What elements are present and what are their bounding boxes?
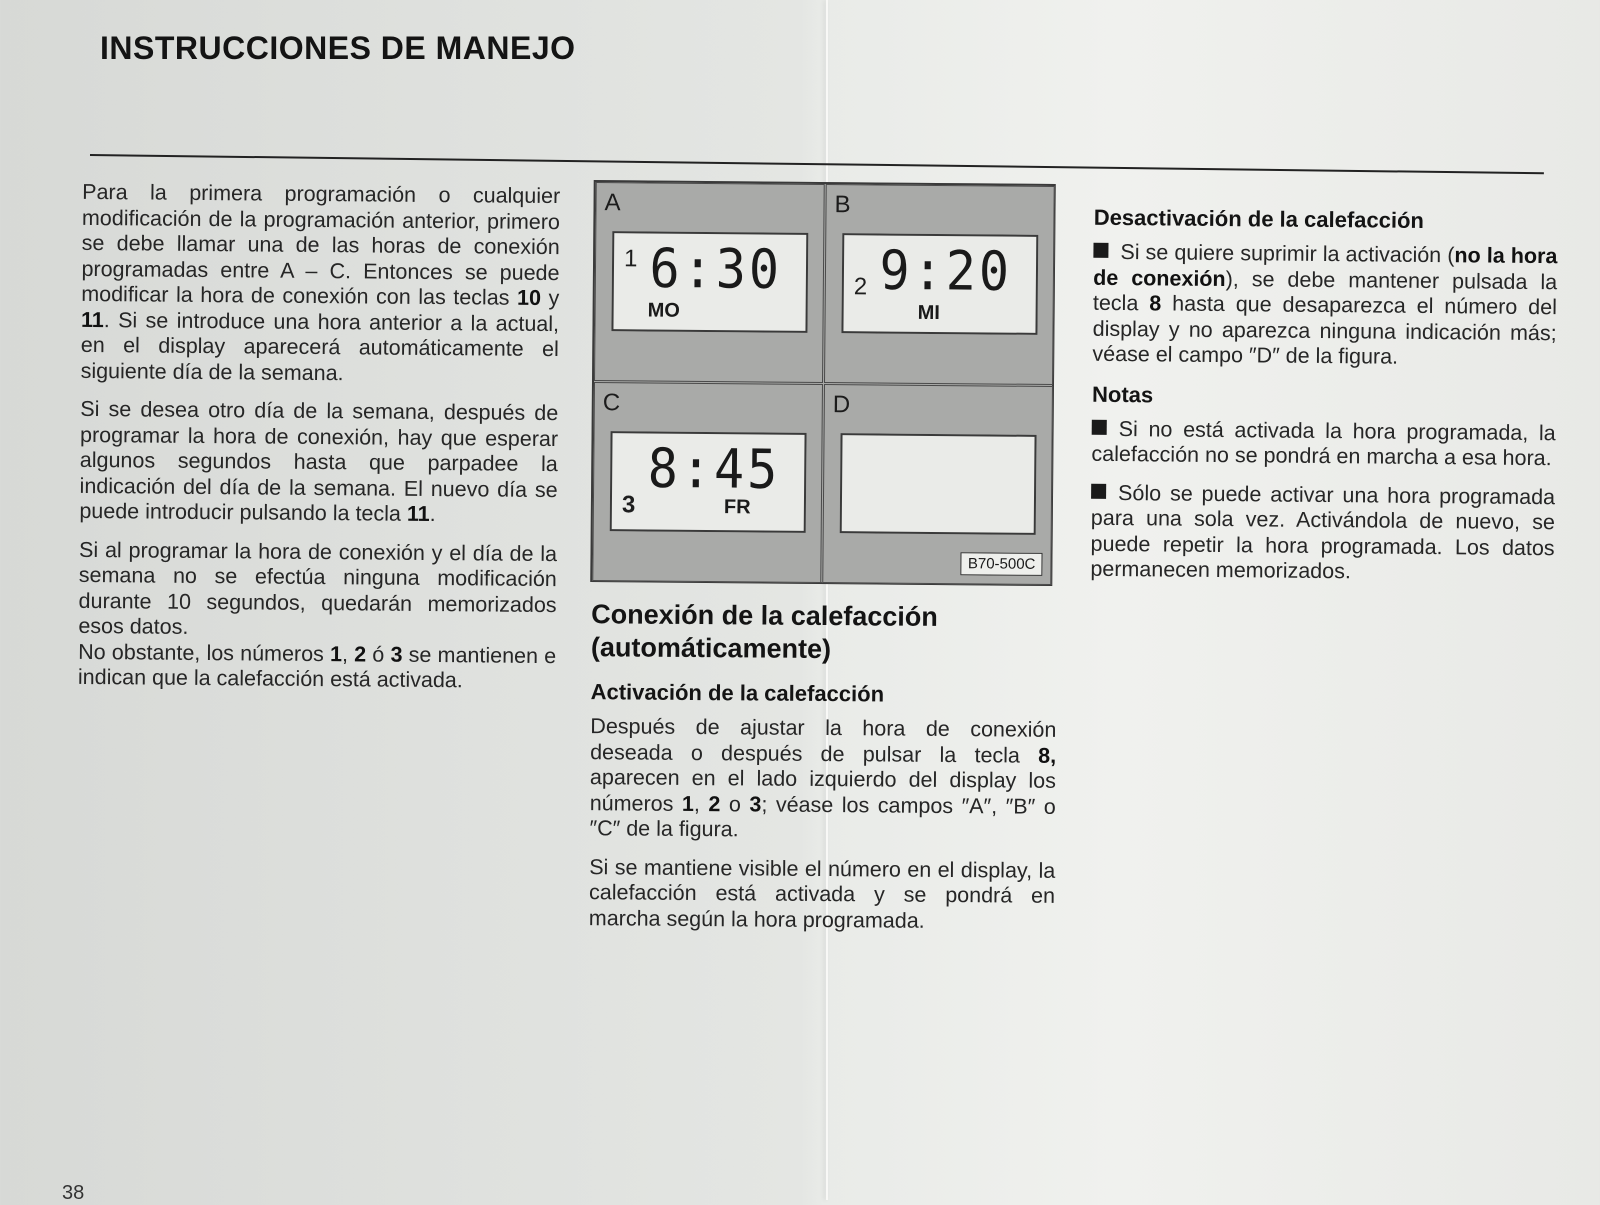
header-rule [90, 154, 1544, 174]
lcd-weekday: FR [723, 496, 751, 519]
note-2: Sólo se puede activar una hora programada para una sola vez. Activándola de nuevo, se puede repetir la hora programada. Los datos permanecen memorizados. [1090, 480, 1556, 584]
panel-label: C [602, 389, 621, 417]
figure-panel-d [822, 384, 1053, 585]
square-bullet-icon [1092, 419, 1107, 434]
panel-label: A [604, 189, 621, 217]
page-title: INSTRUCCIONES DE MANEJO [100, 30, 576, 66]
lcd-program-number: 1 [623, 245, 638, 273]
square-bullet-icon [1093, 243, 1108, 258]
section-heading: Conexión de la calefacción (automáticamente) [590, 599, 938, 665]
left-paragraph-3: Si al programar la hora de conexión y el día de la semana no se efectúa ninguna modificación durante 10 segundos, quedarán memorizados esos datos. [78, 537, 558, 639]
square-bullet-icon [1091, 483, 1106, 498]
lcd-time: 6:30 [649, 237, 783, 301]
left-paragraph-4: No obstante, los números 1, 2 ó 3 se mantienen e indican que la calefacción está activada. [77, 639, 557, 693]
lcd-program-number: 3 [621, 491, 636, 519]
middle-column [589, 598, 1058, 948]
lcd-display-empty [840, 433, 1037, 535]
right-column [1090, 204, 1558, 600]
figure-panel-a [594, 182, 825, 383]
middle-paragraph-1: Después de ajustar la hora de conexión deseada o después de pulsar la tecla 8, aparecen en el lado izquierdo del display los números 1, 2 o 3; véase los campos ″A″, ″B″ o ″C″ de la figura. [589, 714, 1057, 842]
panel-label: D [832, 391, 851, 419]
panel-label: B [834, 191, 851, 219]
lcd-weekday: MO [647, 299, 680, 322]
lcd-program-number: 2 [853, 273, 868, 301]
display-figure [590, 180, 1055, 586]
left-paragraph-1: Para la primera programación o cualquier modificación de la programación anterior, primero se debe llamar una de las horas de conexión programadas entre A – C. Entonces se puede modificar la hora de conexión con las teclas 10 y 11. Si se introduce una hora anterior a la actual, en el display aparecerá automáticamente el siguiente día de la semana. [80, 179, 561, 385]
deactivation-heading: Desactivación de la calefacción [1093, 204, 1425, 233]
lcd-weekday: MI [917, 301, 940, 325]
left-paragraph-2: Si se desea otro día de la semana, después de programar la hora de conexión, hay que esperar algunos segundos hasta que parpadee la indicación del día de la semana. El nuevo día se puede introducir pulsando la tecla 11. [79, 396, 559, 527]
middle-paragraph-2: Si se mantiene visible el número en el display, la calefacción está activada y se pondrá en marcha según la hora programada. [588, 854, 1056, 933]
lcd-time: 8:45 [647, 437, 781, 501]
figure-panel-c [592, 382, 823, 583]
deactivation-bullet: Si se quiere suprimir la activación (no la hora de conexión), se debe mantener pulsada la tecla 8 hasta que desaparezca el número del display y no aparezca ninguna indicación más; véase el campo ″D″ de la figura. [1092, 240, 1558, 369]
page-number: 38 [62, 1182, 85, 1204]
notes-heading: Notas [1091, 381, 1154, 407]
figure-panel-b [824, 184, 1055, 385]
subsection-heading: Activación de la calefacción [590, 679, 885, 707]
lcd-time: 9:20 [879, 239, 1013, 303]
note-1: Si no está activada la hora programada, la calefacción no se pondrá en marcha a esa hora. [1091, 416, 1556, 471]
lcd-display [610, 431, 807, 533]
left-column [78, 180, 561, 708]
lcd-display [611, 231, 808, 333]
figure-code: B70-500C [961, 552, 1043, 576]
lcd-display [841, 233, 1038, 335]
